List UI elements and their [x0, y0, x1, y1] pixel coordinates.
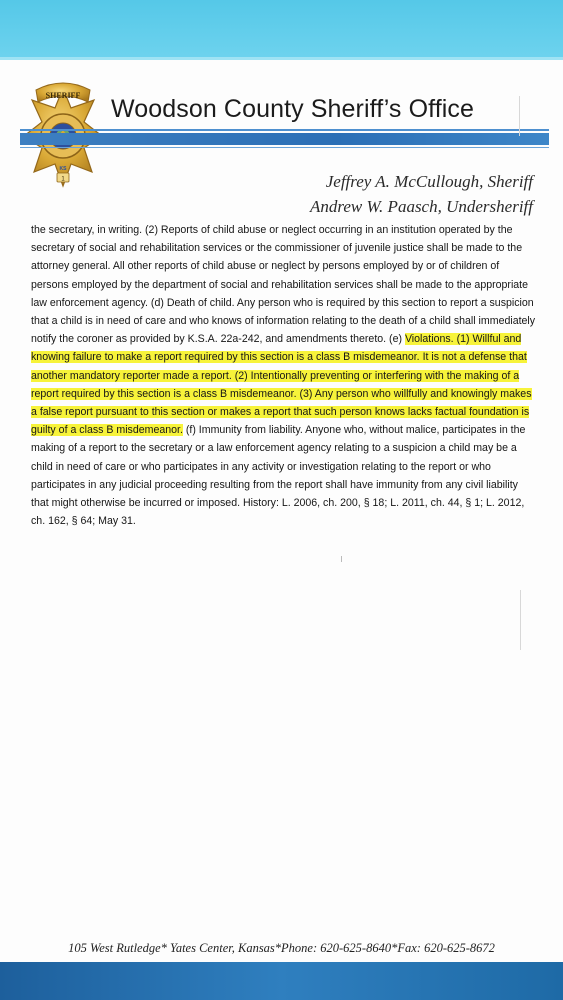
highlighted-violations-text: Violations. (1) Willful and knowing failure to make a report required by this section is a class B misdemeanor. It is not a defense that another mandatory reporter made a report. (2) Intentionally preventing or interfering with the making of a report required by this section is a class B misdemeanor. (3) Any person who willfully and knowingly makes a false report pursuant to this section or makes a report that such person knows lacks factual foundation is guilty of a class B misdemeanor. — [31, 333, 532, 437]
scan-artifact — [341, 556, 342, 562]
top-decorative-band — [0, 0, 563, 60]
scan-artifact — [520, 590, 521, 650]
letterhead-divider — [20, 133, 549, 145]
page-title: Woodson County Sheriff’s Office — [111, 95, 475, 123]
footer-address: 105 West Rutledge* Yates Center, Kansas*Phone: 620-625-8640*Fax: 620-625-8672 — [68, 941, 495, 955]
badge-state: KS — [59, 166, 67, 172]
statute-body-text — [31, 221, 537, 530]
scan-artifact — [519, 96, 520, 136]
bottom-decorative-band — [0, 962, 563, 1000]
badge-top-text: SHERIFF — [45, 91, 81, 100]
body-text-after: (f) Immunity from liability. Anyone who, without malice, participates in the making of a report to the secretary or a law enforcement agency relating to a suspicion a child may be a child in need of care or who participates in any activity or investigation relating to the report or who participates in any judicial proceeding resulting from the report shall have immunity from any civil liability that might otherwise be incurred or imposed. History: L. 2006, ch. 200, § 18; L. 2011, ch. 44, § 1; L. 2012, ch. 162, § 64; May 31. — [31, 424, 526, 528]
badge-number: 1 — [61, 176, 65, 183]
undersheriff-signature: Andrew W. Paasch, Undersheriff — [309, 197, 533, 216]
sheriff-signature: Jeffrey A. McCullough, Sheriff — [325, 172, 533, 191]
body-text-before: the secretary, in writing. (2) Reports of child abuse or neglect occurring in an institution operated by the secretary of social and rehabilitation services or the commissioner of juvenile justice shall be made to the attorney general. All other reports of child abuse or neglect by persons employed by or of children of persons employed by the department of social and rehabilitation services shall be made to the appropriate law enforcement agency. (d) Death of child. Any person who is required by this section to report a suspicion that a child is in need of care and who knows of information relating to the death of a child shall immediately notify the coroner as provided by K.S.A. 22a-242, and amendments thereto. (e) — [31, 224, 536, 346]
